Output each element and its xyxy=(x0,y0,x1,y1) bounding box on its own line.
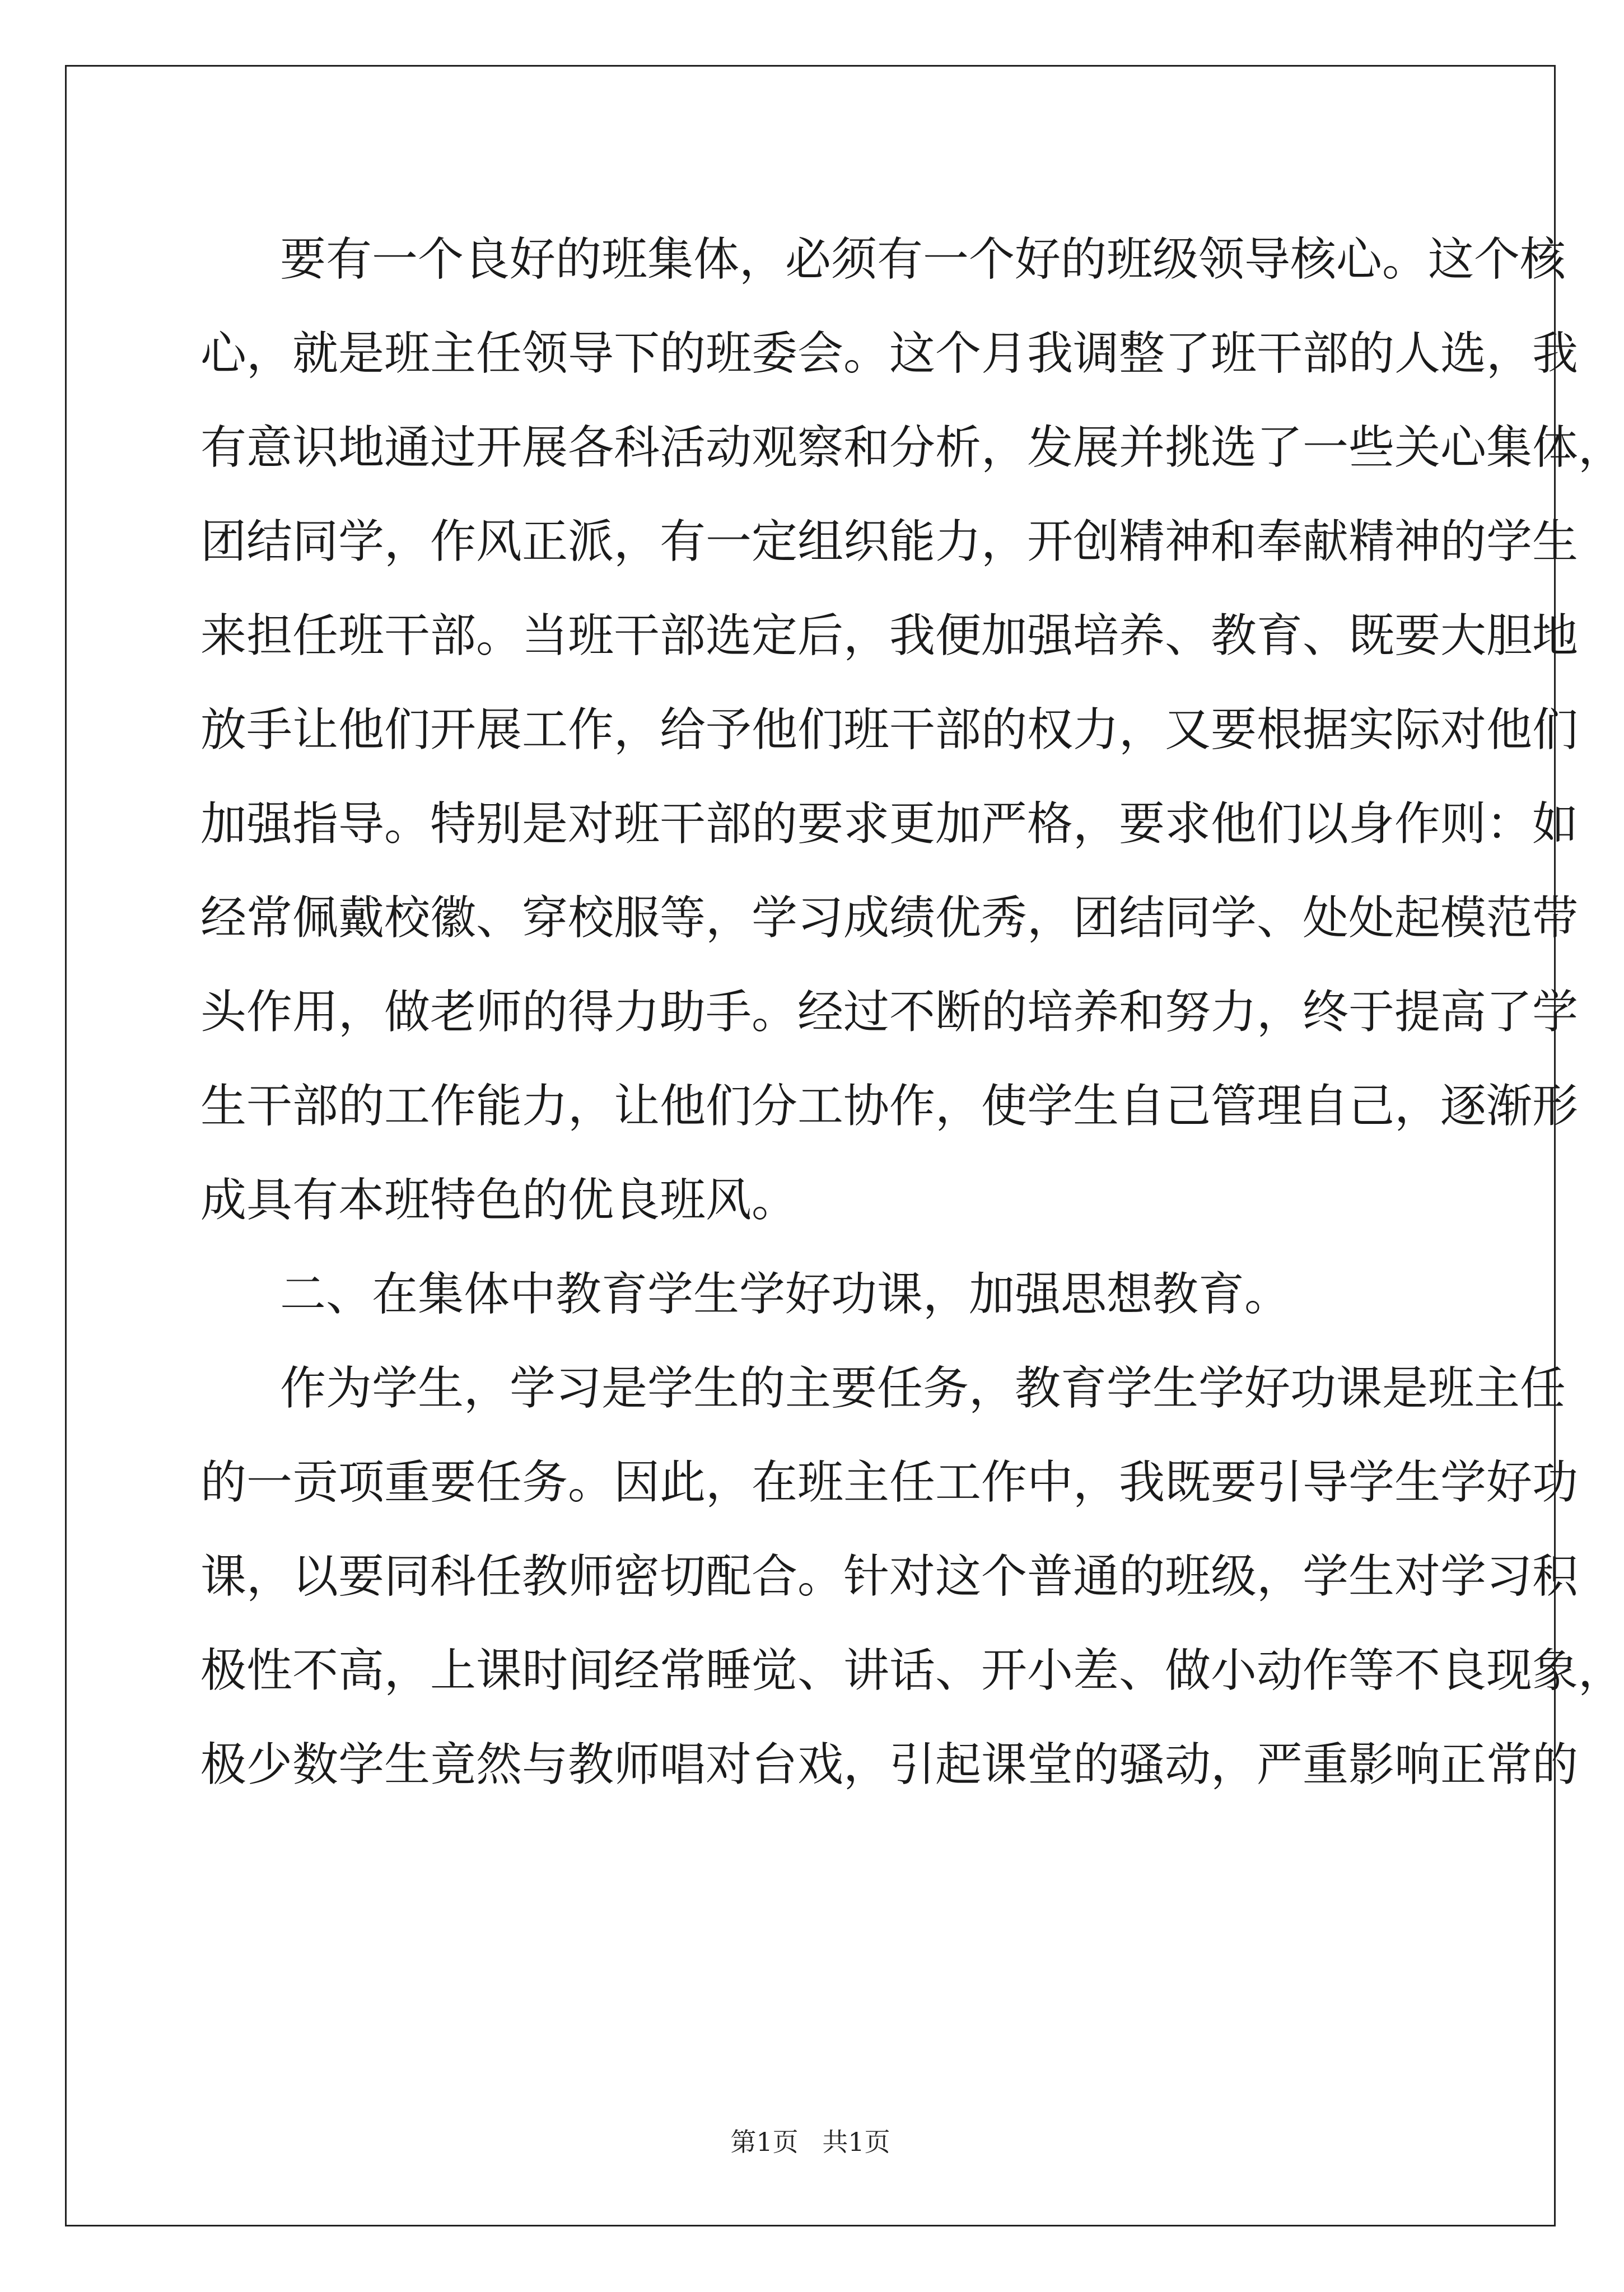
text-line-5: 来担任班干部。当班干部选定后，我便加强培养、教育、既要大胆地 xyxy=(200,609,1579,662)
text-line-14: 的一贡项重要任务。因此，在班主任工作中，我既要引导学生学好功 xyxy=(200,1456,1579,1509)
text-line-13: 作为学生，学习是学生的主要任务，教育学生学好功课是班主任 xyxy=(280,1362,1566,1415)
text-line-15: 课，以要同科任教师密切配合。针对这个普通的班级，学生对学习积 xyxy=(200,1550,1579,1603)
text-line-6: 放手让他们开展工作，给予他们班干部的权力，又要根据实际对他们 xyxy=(200,703,1579,757)
section-heading: 二、在集体中教育学生学好功课，加强思想教育。 xyxy=(280,1268,1291,1321)
text-line-4: 团结同学，作风正派，有一定组织能力，开创精神和奉献精神的学生 xyxy=(200,515,1579,568)
text-line-2: 心，就是班主任领导下的班委会。这个月我调整了班干部的人选，我 xyxy=(200,327,1579,380)
text-line-16: 极性不高，上课时间经常睡觉、讲话、开小差、做小动作等不良现象， xyxy=(200,1644,1624,1697)
text-line-11: 成具有本班特色的优良班风。 xyxy=(200,1174,798,1227)
text-line-1: 要有一个良好的班集体，必须有一个好的班级领导核心。这个核 xyxy=(280,233,1566,286)
page-footer xyxy=(0,2125,1621,2159)
text-line-3: 有意识地通过开展各科活动观察和分析，发展并挑选了一些关心集体， xyxy=(200,421,1624,474)
page-number-current: 第1页 xyxy=(730,2127,799,2157)
text-line-10: 生干部的工作能力，让他们分工协作，使学生自己管理自己，逐渐形 xyxy=(200,1080,1579,1133)
text-line-7: 加强指导。特别是对班干部的要求更加严格，要求他们以身作则：如 xyxy=(200,797,1579,851)
text-line-17: 极少数学生竟然与教师唱对台戏，引起课堂的骚动，严重影响正常的 xyxy=(200,1738,1579,1791)
document-body xyxy=(200,213,1624,1812)
text-line-8: 经常佩戴校徽、穿校服等，学习成绩优秀，团结同学、处处起模范带 xyxy=(200,891,1579,945)
page-number-total: 共1页 xyxy=(822,2127,890,2157)
text-line-9: 头作用，做老师的得力助手。经过不断的培养和努力，终于提高了学 xyxy=(200,986,1579,1039)
